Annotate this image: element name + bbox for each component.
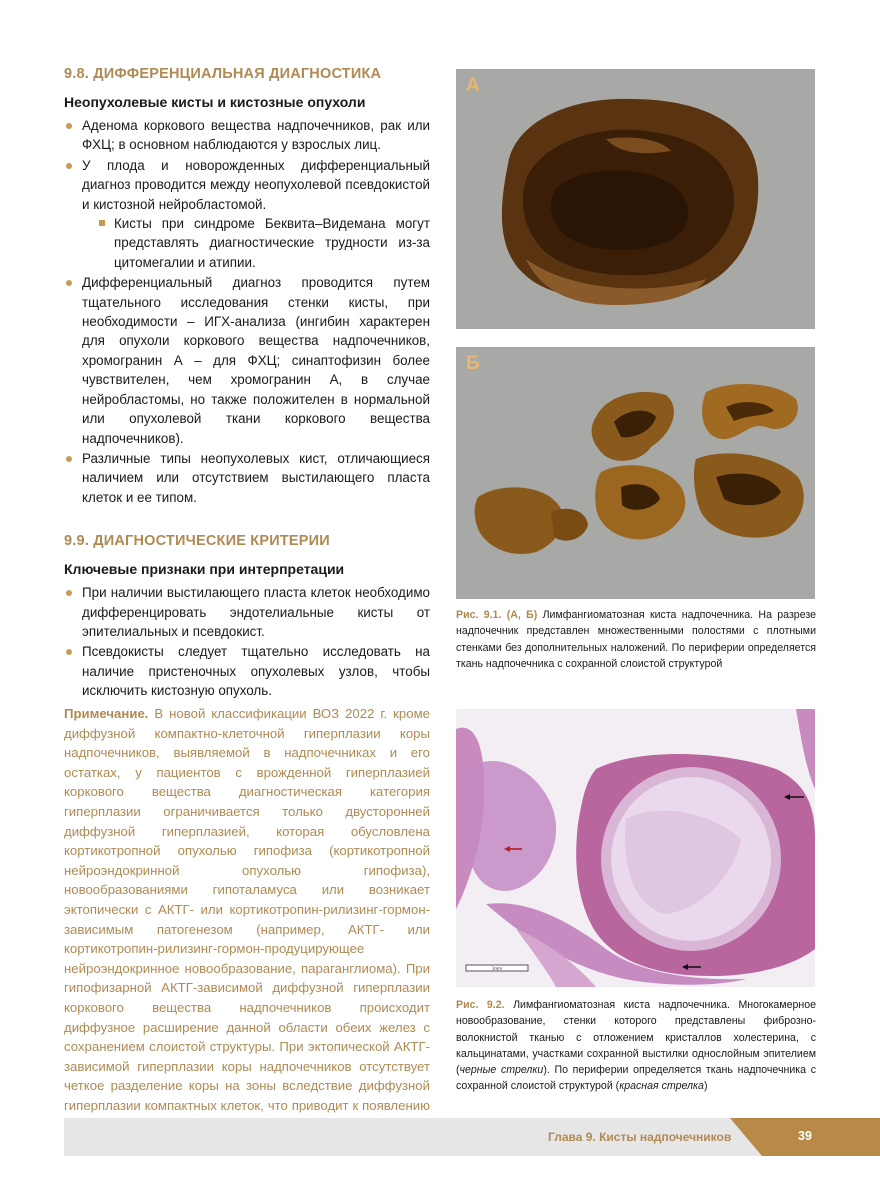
note-block bbox=[64, 704, 430, 1155]
section-9-8-title: 9.8. ДИФФЕРЕНЦИАЛЬНАЯ ДИАГНОСТИКА bbox=[64, 66, 382, 82]
note-text: В новой классификации ВОЗ 2022 г. кроме диффузной компактно-клеточной гиперплазии коры надпочечников, выявляемой в надпочечниках и его остатках, у пациентов с врожденной гиперплазией коркового вещества диагностическая категория гиперплазии ограничивается только двусторонней диффузной гиперплазией, которая обусловлена кортикотропной опухолью гипофиза (кортикотропной нейроэндокринной опухолью гипофиза), новообразованиями гипоталамуса или возникает эктопически с АКТГ- или кортикотропин-рилизинг-гормон-зависимым патогенезом (например, АКТГ- или кортикотропин-рилизинг-гормон-продуцирующее нейроэндокринное новообразование, параганглиома). При гипофизарной АКТГ-зависимой диффузной гиперплазии коркового вещества надпочечников происходит диффузное расширение данной области обеих желез с сохранением слоистой структуры. При эктопической АКТГ-зависимой гиперплазии коры надпочечников отсутствует четкое разделение коры на зоны вследствие диффузной гиперплазии компактных клеток, что приводит к появлению bbox=[64, 706, 430, 1113]
list-item bbox=[64, 156, 430, 272]
figure-9-2-caption-text-3: ) bbox=[703, 1080, 708, 1093]
list-item: При наличии выстилающего пласта клеток необходимо дифференцировать эндотелиальные кисты от эпителиальных и псевдокист. bbox=[64, 583, 430, 641]
figure-9-2-caption-text-1: Лимфангиоматозная киста надпочечника. Многокамерное новообразование, стенки которого представлены фиброзно-волокнистой тканью с отложением кристаллов холестерина, с кальцинатами, участками сохранной выстилки однослойным эпителием ( bbox=[456, 999, 816, 1077]
sub-list-item: Кисты при синдроме Беквита–Видемана могут представлять диагностические трудности из-за цитомегалии и атипии. bbox=[98, 214, 430, 272]
list-item: Псевдокисты следует тщательно исследовать на наличие пристеночных опухолевых узлов, чтобы исключить кистозную опухоль. bbox=[64, 642, 430, 700]
specimen-b-image bbox=[456, 347, 815, 599]
list-item: Различные типы неопухолевых кист, отличающиеся наличием или отсутствием выстилающего пласта клеток и ее типом. bbox=[64, 449, 430, 507]
list-item-text: У плода и новорожденных дифференциальный диагноз проводится между неопухолевой псевдокистой и кистозной нейробластомой. bbox=[82, 157, 430, 212]
histology-image bbox=[456, 709, 815, 987]
specimen-a-image bbox=[456, 69, 815, 329]
figure-a-label: А bbox=[466, 75, 480, 96]
left-column bbox=[64, 66, 430, 702]
scale-bar-label: 1mm bbox=[491, 966, 503, 971]
sub-list bbox=[82, 214, 430, 272]
figure-a-photo bbox=[456, 69, 815, 329]
figure-9-1-caption-text: Лимфангиоматозная киста надпочечника. На разрезе надпочечник представлен множественными полостями с плотными стенками без дополнительных наложений. По периферии определяется ткань надпочечника с сохранной слоистой структурой bbox=[456, 609, 816, 670]
figure-9-1-caption-head: Рис. 9.1. (А, Б) bbox=[456, 609, 538, 621]
page-number: 39 bbox=[798, 1129, 812, 1143]
figure-9-2-caption-em-1: черные стрелки bbox=[459, 1064, 544, 1077]
section-9-9-list bbox=[64, 583, 430, 700]
figure-9-2-histology bbox=[456, 709, 815, 987]
figure-9-2-caption-em-2: красная стрелка bbox=[619, 1080, 704, 1093]
figure-b-photo bbox=[456, 347, 815, 599]
section-9-9-subtitle: Ключевые признаки при интерпретации bbox=[64, 561, 345, 578]
figure-b-label: Б bbox=[466, 353, 480, 374]
figure-9-1-caption bbox=[456, 607, 816, 672]
note-label: Примечание. bbox=[64, 706, 149, 721]
section-9-9-title: 9.9. ДИАГНОСТИЧЕСКИЕ КРИТЕРИИ bbox=[64, 533, 330, 550]
section-9-8-list bbox=[64, 116, 430, 507]
figure-9-2-caption-head: Рис. 9.2. bbox=[456, 999, 505, 1011]
figure-9-2-caption bbox=[456, 997, 816, 1095]
list-item: Аденома коркового вещества надпочечников, рак или ФХЦ; в основном наблюдаются у взрослых лиц. bbox=[64, 116, 430, 155]
figure-9-2-caption-text-2: ). По периферии определяется ткань надпочечника с сохранной слоистой структурой ( bbox=[456, 1064, 816, 1093]
list-item: Дифференциальный диагноз проводится путем тщательного исследования стенки кисты, при необходимости – ИГХ-анализа (ингибин характерен для опухоли коркового вещества надпочечников, хромогранин А – для ФХЦ; синаптофизин более чувствителен, чем хромогранин А, в случае нейробластомы, но также положителен в нормальной или опухолевой ткани коркового вещества надпочечников). bbox=[64, 273, 430, 448]
footer-chapter-title: Глава 9. Кисты надпочечников bbox=[548, 1130, 732, 1144]
section-9-8-subtitle: Неопухолевые кисты и кистозные опухоли bbox=[64, 94, 366, 110]
